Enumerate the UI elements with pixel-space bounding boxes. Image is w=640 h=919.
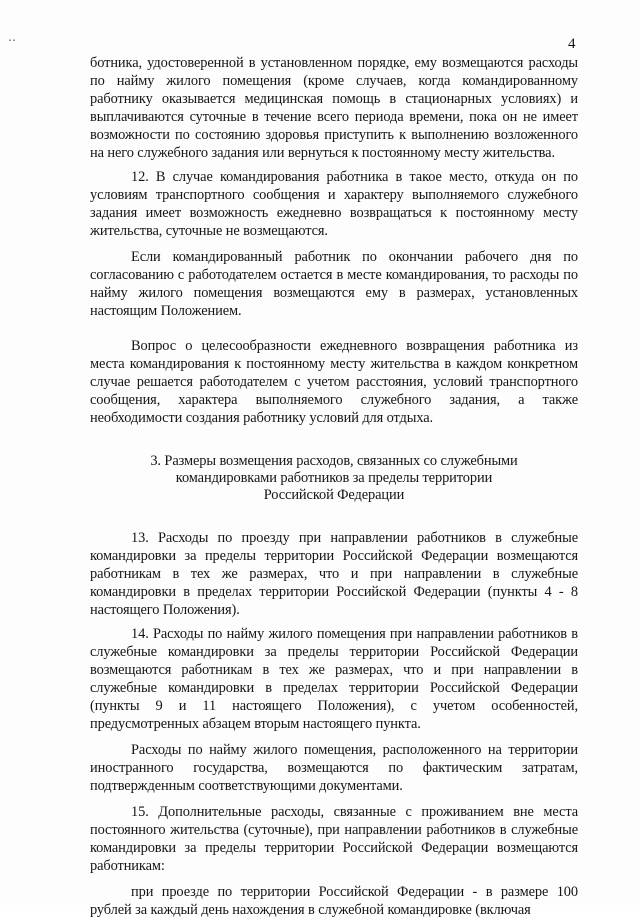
paragraph-item-13: 13. Расходы по проезду при направлении работников в служебные командировки за пределы территории Российской Федерации возмещаются работникам в тех же размерах, что и при направлении в служебные командировки в пределах территории Российской Федерации (пункты 4 - 8 настоящего Положения). [90,530,578,618]
paragraph-item-14-foreign: Расходы по найму жилого помещения, расположенного на территории иностранного государства, возмещаются по фактическим затратам, подтвержденным соответствующими документами. [90,742,578,794]
paragraph-item-12: 12. В случае командирования работника в такое место, откуда он по условиям транспортного сообщения и характеру выполняемого служебного задания имеет возможность ежедневно возвращаться к постоянному месту жительства, суточные не возмещаются. [90,169,578,239]
page-number: 4 [568,36,576,52]
section-heading-line-3: Российской Федерации [263,487,405,503]
paragraph-item-12-return: Вопрос о целесообразности ежедневного возвращения работника из места командирования к постоянному месту жительства в каждом конкретном случае решается работодателем с учетом расстояния, условий транспортного сообщения, характера выполняемого служебного задания, а также необходимости создания работнику условий для отдыха. [90,338,578,426]
section-heading-line-2: командировками работников за пределы территории [175,470,493,486]
document-body [90,54,578,919]
scan-marks: ‥ [8,30,20,44]
paragraph-continuation: ботника, удостоверенной в установленном порядке, ему возмещаются расходы по найму жилого помещения (кроме случаев, когда командированному работнику оказывается медицинская помощь в стационарных условиях) и выплачиваются суточные в течение всего периода времени, пока он не имеет возможности по состоянию здоровья приступить к выполнению возложенного на него служебного задания или вернуться к постоянному месту жительства. [90,55,578,161]
paragraph-item-15-domestic: при проезде по территории Российской Федерации - в размере 100 рублей за каждый день нахождения в служебной командировке (включая [90,884,578,918]
section-heading-3 [90,453,578,504]
paragraph-item-14: 14. Расходы по найму жилого помещения при направлении работников в служебные командировки за пределы территории Российской Федерации возмещаются работникам в тех же размерах, что и при направлении в служебные командировки в пределах территории Российской Федерации (пункты 9 и 11 настоящего Положения), с учетом особенностей, предусмотренных абзацем вторым настоящего пункта. [90,626,578,732]
section-heading-line-1: 3. Размеры возмещения расходов, связанных со служебными [150,453,518,469]
paragraph-item-15: 15. Дополнительные расходы, связанные с проживанием вне места постоянного жительства (суточные), при направлении работников в служебные командировки за пределы территории Российской Федерации возмещаются работникам: [90,804,578,874]
paragraph-item-12-overtime: Если командированный работник по окончании рабочего дня по согласованию с работодателем остается в месте командирования, то расходы по найму жилого помещения возмещаются ему в размерах, установленных настоящим Положением. [90,249,578,319]
